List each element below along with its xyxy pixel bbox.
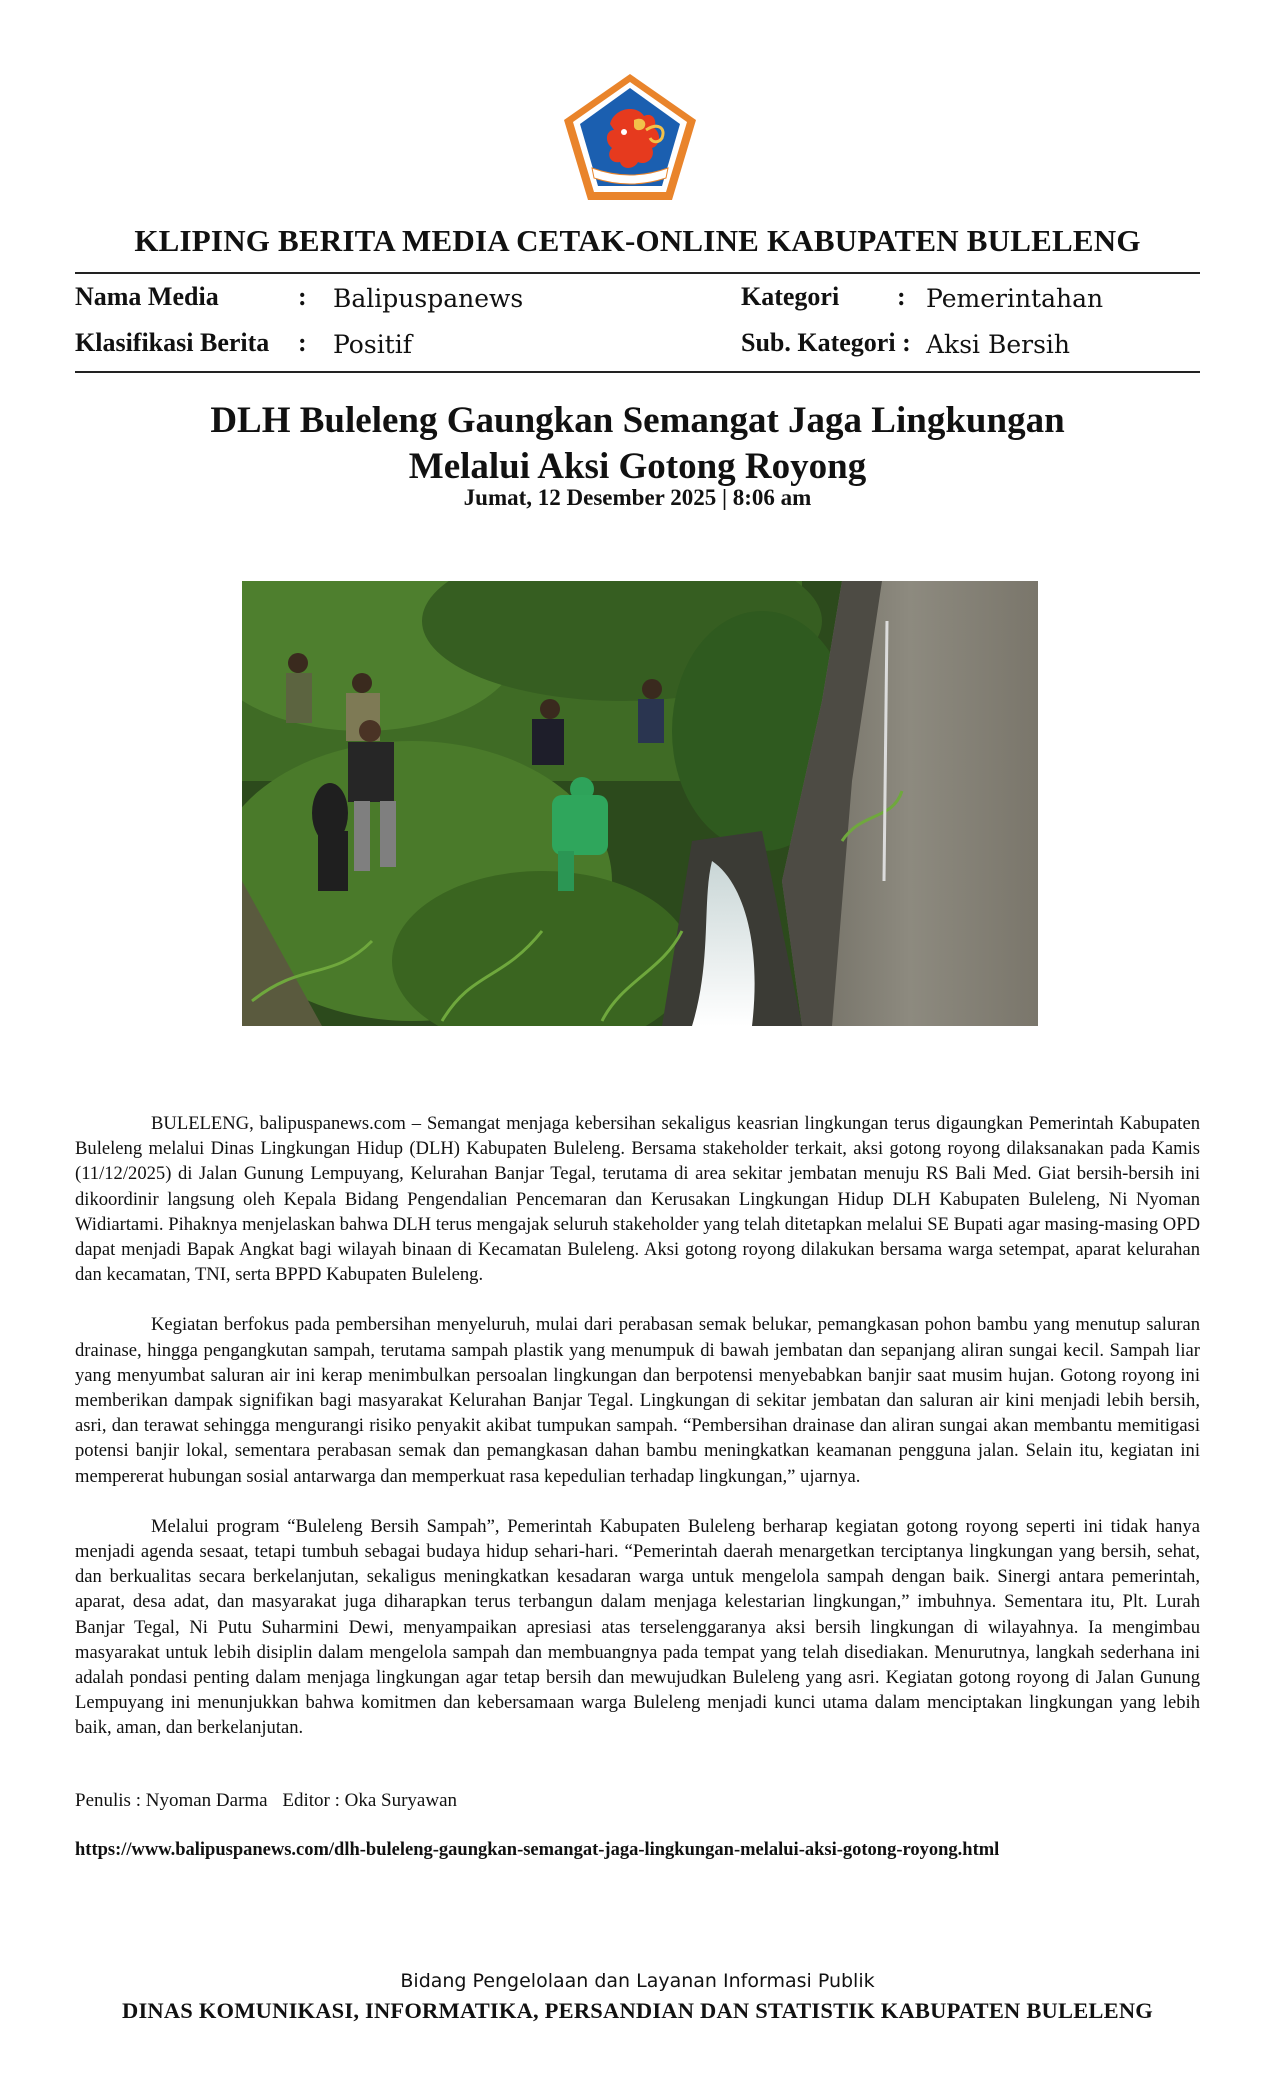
article-title [0, 398, 1275, 490]
footer-department: Bidang Pengelolaan dan Layanan Informasi Publik [400, 1970, 875, 1992]
document-header-title: KLIPING BERITA MEDIA CETAK-ONLINE KABUPATEN BULELENG [134, 223, 1141, 258]
kategori-value: Pemerintahan [926, 284, 1104, 313]
article-credit [75, 1790, 467, 1812]
header-divider-top [75, 272, 1200, 274]
article-paragraph-3: Melalui program “Buleleng Bersih Sampah”, Pemerintah Kabupaten Buleleng berharap kegiatan gotong royong seperti ini tidak hanya menjadi agenda sesaat, tetapi tumbuh sebagai budaya hidup sehari-hari. “Pemerintah daerah menargetkan terciptanya lingkungan yang bersih, sehat, dan berkualitas secara berkelanjutan, sekaligus meningkatkan kesadaran warga untuk mengelola sampah dengan baik. Sinergi antara pemerintah, aparat, desa adat, dan masyarakat juga diharapkan terus terbangun dalam menjaga kelestarian lingkungan,” imbuhnya. Sementara itu, Plt. Lurah Banjar Tegal, Ni Putu Suharmini Dewi, menyampaikan apresiasi atas terselenggaranya aksi bersih lingkungan di wilayahnya. Ia mengimbau masyarakat untuk lebih disiplin dalam mengelola sampah dan membuangnya pada tempat yang telah disediakan. Menurutnya, langkah sederhana ini adalah pondasi penting dalam menjaga lingkungan agar tetap bersih dan mewujudkan Buleleng yang asri. Kegiatan gotong royong di Jalan Gunung Lempuyang ini menunjukkan bahwa komitmen dan kebersamaan warga Buleleng menjadi kunci utama dalam menciptakan lingkungan yang lebih baik, aman, dan berkelanjutan. [75, 1515, 1200, 1739]
author-credit: Penulis : Nyoman Darma [75, 1790, 268, 1811]
article-title-line1: DLH Buleleng Gaungkan Semangat Jaga Lingkungan [210, 400, 1065, 441]
klasifikasi-label: Klasifikasi Berita [75, 328, 270, 357]
article-paragraph-2: Kegiatan berfokus pada pembersihan menyeluruh, mulai dari perabasan semak belukar, pemangkasan pohon bambu yang menutup saluran drainase, hingga pengangkutan sampah, terutama sampah plastik yang menumpuk di bawah jembatan dan sepanjang aliran sungai kecil. Sampah liar yang menyumbat saluran air ini kerap menimbulkan persoalan lingkungan dan berpotensi menyebabkan banjir saat musim hujan. Gotong royong ini memberikan dampak signifikan bagi masyarakat Kelurahan Banjar Tegal. Lingkungan di sekitar jembatan dan saluran air kini menjadi lebih bersih, asri, dan terawat sehingga mengurangi risiko penyakit akibat tumpukan sampah. “Pembersihan drainase dan aliran sungai akan membantu memitigasi potensi banjir lokal, sementara perabasan semak dan pemangkasan dahan bambu meningkatkan keamanan pengguna jalan. Selain itu, kegiatan ini mempererat hubungan sosial antarwarga dan memperkuat rasa kepedulian terhadap lingkungan,” ujarnya. [75, 1314, 1200, 1487]
subkategori-value: Aksi Bersih [926, 330, 1071, 359]
buleleng-logo [562, 72, 698, 202]
header-divider-bottom [75, 371, 1200, 373]
kategori-separator: : [897, 282, 906, 311]
source-url[interactable]: https://www.balipuspanews.com/dlh-buleleng-gaungkan-semangat-jaga-lingkungan-melalui-aksi-gotong-royong.html [75, 1840, 1000, 1860]
footer-agency: DINAS KOMUNIKASI, INFORMATIKA, PERSANDIAN DAN STATISTIK KABUPATEN BULELENG [122, 1998, 1153, 2023]
article-title-line2: Melalui Aksi Gotong Royong [408, 446, 867, 487]
subkategori-label: Sub. Kategori : [741, 328, 911, 357]
editor-credit: Editor : Oka Suryawan [282, 1790, 458, 1811]
article-paragraph-1: BULELENG, balipuspanews.com – Semangat menjaga kebersihan sekaligus keasrian lingkungan terus digaungkan Pemerintah Kabupaten Buleleng melalui Dinas Lingkungan Hidup (DLH) Kabupaten Buleleng. Bersama stakeholder terkait, aksi gotong royong dilaksanakan pada Kamis (11/12/2025) di Jalan Gunung Lempuyang, Kelurahan Banjar Tegal, terutama di area sekitar jembatan menuju RS Bali Med. Giat bersih-bersih ini dikoordinir langsung oleh Kepala Bidang Pengendalian Pencemaran dan Kerusakan Lingkungan Hidup DLH Kabupaten Buleleng, Ni Nyoman Widiartami. Pihaknya menjelaskan bahwa DLH terus mengajak seluruh stakeholder yang telah ditetapkan melalui SE Bupati agar masing-masing OPD dapat menjadi Bapak Angkat bagi wilayah binaan di Kecamatan Buleleng. Aksi gotong royong dilakukan bersama warga setempat, aparat kelurahan dan kecamatan, TNI, serta BPPD Kabupaten Buleleng. [75, 1113, 1200, 1286]
klasifikasi-value: Positif [333, 330, 412, 359]
article-body [75, 1111, 1200, 1766]
article-photo [242, 581, 1038, 1026]
article-date: Jumat, 12 Desember 2025 | 8:06 am [463, 485, 812, 510]
media-value: Balipuspanews [333, 284, 524, 313]
media-separator: : [298, 282, 307, 311]
klasifikasi-separator: : [298, 328, 307, 357]
lion-emblem-icon [562, 72, 698, 202]
media-label: Nama Media [75, 282, 219, 311]
kategori-label: Kategori [741, 282, 840, 311]
